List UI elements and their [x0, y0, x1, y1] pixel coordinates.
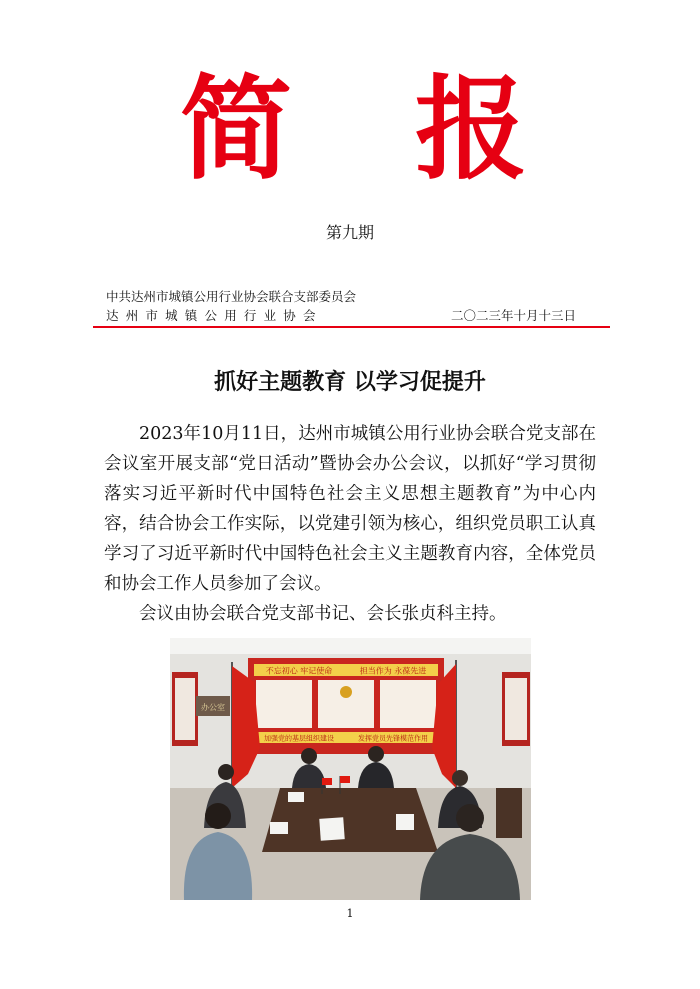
document-paper — [396, 814, 414, 830]
nameplate-text: 办公室 — [201, 703, 225, 712]
page-number: 1 — [346, 907, 354, 920]
right-poster-inner — [505, 678, 527, 740]
board-strip-right-text: 发挥党员先锋模范作用 — [358, 734, 428, 743]
meeting-photo-drawing — [170, 638, 531, 900]
org-committee: 中共达州市城镇公用行业协会联合支部委员会 — [106, 289, 357, 304]
person-head — [205, 803, 231, 829]
document-paper — [319, 817, 344, 841]
paragraph-1: 2023年10月11日，达州市城镇公用行业协会联合党支部在会议室开展支部“党日活动”暨协会办公会议，以抓好“学习贯彻落实习近平新时代中国特色社会主义思想主题教育”为中心内容，结合协会工作实际，以党建引领为核心，组织党员职工认真学习了习近平新时代中国特色社会主义主题教育内容，全体党员和协会工作人员参加了会议。 — [104, 424, 596, 594]
masthead — [0, 64, 700, 195]
table-flag — [340, 776, 350, 783]
masthead-char-bao: 报 — [415, 64, 527, 195]
board-strip-left-text: 加强党的基层组织建设 — [264, 734, 334, 743]
board-panel-1 — [256, 680, 312, 728]
red-divider — [93, 326, 610, 328]
meeting-photo — [170, 638, 531, 900]
ceiling — [170, 638, 531, 654]
person-head — [368, 746, 384, 762]
left-poster-inner — [175, 678, 195, 740]
issue-number: 第九期 — [325, 223, 374, 242]
article-body — [104, 419, 596, 629]
document-paper — [270, 822, 288, 834]
person-head — [456, 804, 484, 832]
board-banner-right-text: 担当作为 永葆先进 — [359, 666, 427, 676]
person-head — [218, 764, 234, 780]
document-paper — [288, 792, 304, 802]
paragraph-2: 会议由协会联合党支部书记、会长张贞科主持。 — [139, 604, 507, 624]
org-association: 达州市城镇公用行业协会 — [106, 308, 323, 323]
party-emblem-icon — [340, 686, 352, 698]
article-headline: 抓好主题教育 以学习促提升 — [214, 370, 486, 395]
table-flag — [322, 778, 332, 785]
person-head — [452, 770, 468, 786]
board-panel-3 — [380, 680, 436, 728]
issue-date: 二〇二三年十月十三日 — [451, 308, 577, 323]
masthead-char-jian: 简 — [180, 64, 292, 195]
person-head — [301, 748, 317, 764]
board-banner-left-text: 不忘初心 牢记使命 — [265, 666, 333, 676]
chair — [496, 788, 522, 838]
